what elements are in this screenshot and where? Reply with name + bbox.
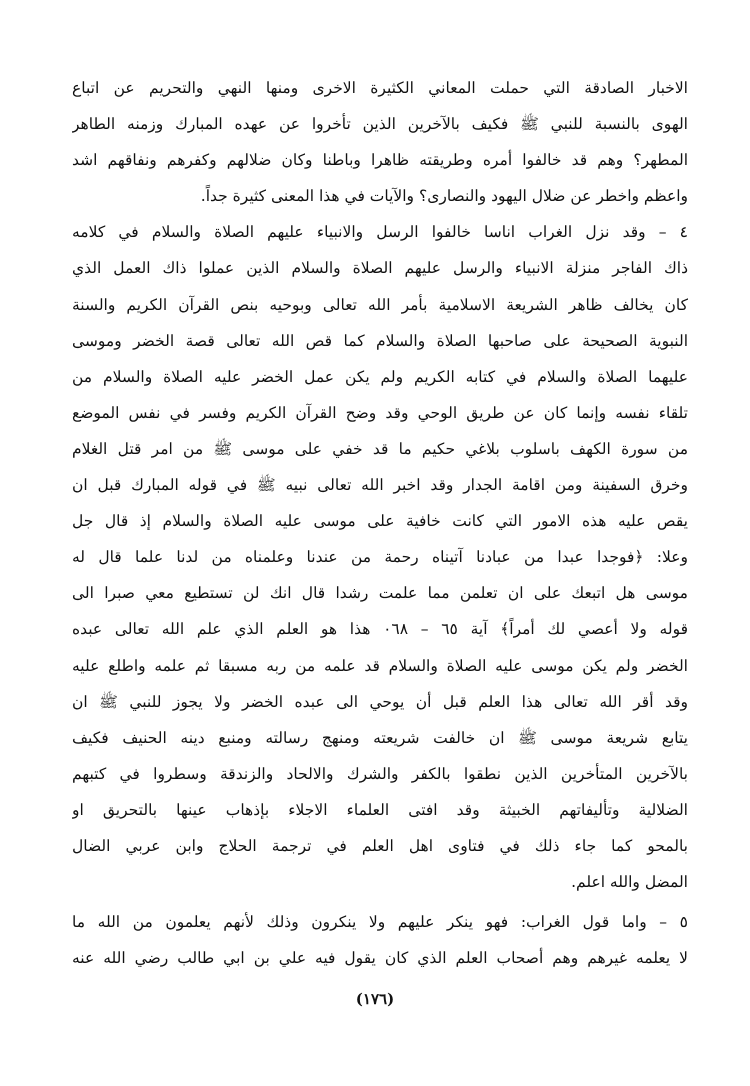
- text-line-7: كان يخالف ظاهر الشريعة الاسلامية بأمر الله تعالى وبوحيه بنص القرآن الكريم والسنة: [72, 295, 688, 314]
- text-line-23: المضل والله اعلم.: [571, 873, 688, 892]
- page-number: (١٧٦): [355, 990, 395, 1008]
- text-line-24: ٥ – واما قول الغراب: فهو ينكر عليهم ولا ينكرون وذلك لأنهم يعلمون من الله ما: [72, 913, 688, 932]
- text-line-8: النبوية الصحيحة على صاحبها الصلاة والسلام كما قص الله تعالى قصة الخضر وموسى: [72, 331, 688, 350]
- text-line-25: لا يعلمه غيرهم وهم أصحاب العلم الذي كان يقول فيه علي بن ابي طالب رضي الله عنه: [72, 949, 688, 968]
- text-line-5: ٤ – وقد نزل الغراب اناسا خالفوا الرسل والانبياء عليهم الصلاة والسلام في كلامه: [72, 223, 688, 242]
- text-line-16: قوله ولا أعصي لك أمراً﴾ آية ٦٥ – ٠٦٨ هذا هو العلم الذي علم الله تعالى عبده: [72, 620, 688, 639]
- text-line-4: واعظم واخطر عن ضلال اليهود والنصارى؟ والآيات في هذا المعنى كثيرة جداً.: [200, 187, 688, 206]
- text-line-21: الضلالية وتأليفاتهم الخبيثة وقد افتى العلماء الاجلاء بإذهاب عينها بالتحريق او: [72, 800, 688, 819]
- text-line-1: الاخبار الصادقة التي حملت المعاني الكثيرة الاخرى ومنها النهي والتحريم عن اتباع: [72, 79, 688, 97]
- text-line-20: بالآخرين المتأخرين الذين نطقوا بالكفر والشرك والالحاد والزندقة وسطروا في كتبهم: [72, 764, 688, 783]
- text-line-22: بالمحو كما جاء ذلك في فتاوى اهل العلم في ترجمة الحلاج وابن عربي الضال: [72, 836, 688, 855]
- text-line-18: وقد أقر الله تعالى هذا العلم قبل أن يوحي الى عبده الخضر ولا يجوز للنبي ﷺ ان: [72, 692, 688, 711]
- text-line-6: ذاك الفاجر منزلة الانبياء والرسل عليهم الصلاة والسلام الذين عملوا ذاك العمل الذي: [72, 259, 688, 278]
- text-line-17: الخضر ولم يكن موسى عليه الصلاة والسلام قد علمه من ربه مسبقا ثم علمه واطلع عليه: [72, 656, 688, 675]
- text-line-15: موسى هل اتبعك على ان تعلمن مما علمت رشدا قال انك لن تستطيع معي صبرا الى: [72, 584, 688, 603]
- text-line-9: عليهما الصلاة والسلام في كتابه الكريم ولم يكن عمل الخضر عليه الصلاة والسلام من: [72, 367, 688, 386]
- text-line-14: وعلا: ﴿فوجدا عبدا من عبادنا آتيناه رحمة من عندنا وعلمناه من لدنا علما قال له: [72, 548, 688, 567]
- text-line-13: يقص عليه هذه الامور التي كانت خافية على موسى عليه الصلاة والسلام إذ قال جل: [72, 512, 688, 531]
- text-line-2: الهوى بالنسبة للنبي ﷺ فكيف بالآخرين الذين تأخروا عن عهده المبارك وزمنه الطاهر: [72, 115, 688, 134]
- text-line-12: وخرق السفينة ومن اقامة الجدار وقد اخبر الله تعالى نبيه ﷺ في قوله المبارك قبل ان: [72, 476, 688, 495]
- text-line-19: يتابع شريعة موسى ﷺ ان خالفت شريعته ومنهج رسالته ومنبع دينه الحنيف فكيف: [72, 728, 688, 747]
- text-line-3: المطهر؟ وهم قد خالفوا أمره وطريقته ظاهرا وباطنا وكان ضلالهم وكفرهم ونفاقهم اشد: [72, 151, 688, 170]
- text-line-10: تلقاء نفسه وإنما كان عن طريق الوحي وقد وضح القرآن الكريم وفسر في نفس الموضع: [72, 403, 688, 422]
- page-body: [72, 70, 688, 976]
- text-line-11: من سورة الكهف باسلوب بلاغي حكيم ما قد خفي على موسى ﷺ من امر قتل الغلام: [72, 439, 688, 458]
